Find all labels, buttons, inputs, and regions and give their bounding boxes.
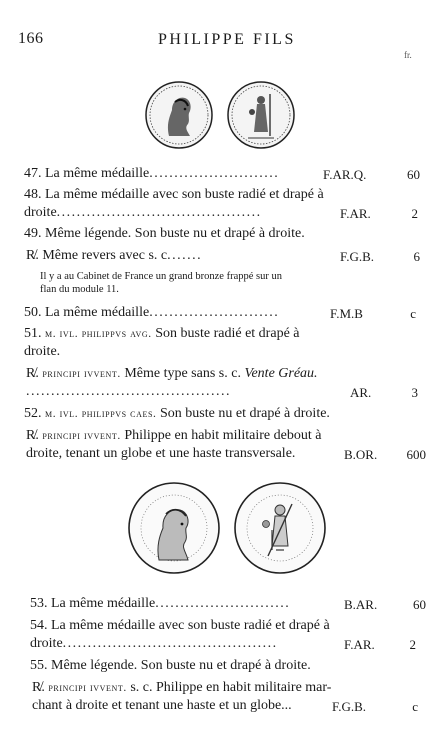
page-number: 166	[18, 30, 44, 47]
coin-legend: m. ivl. philippvs avg.	[45, 328, 152, 340]
reverse-price: c	[412, 699, 418, 714]
entry-text: droite	[30, 636, 63, 651]
reverse-line	[26, 428, 321, 444]
entry-54	[30, 618, 330, 634]
entry-51-cont: droite.	[24, 344, 61, 359]
entry-text: Philippe en habit militaire debout à	[124, 428, 322, 443]
entry-text: Même type sans s. c.	[124, 366, 241, 381]
corner-mark: fr.	[404, 50, 412, 60]
entry-51	[24, 326, 300, 342]
reverse-mark: R̸.	[26, 248, 39, 263]
note-line-1: Il y a au Cabinet de France un grand bronze frappé sur un	[40, 271, 282, 282]
reverse-leader	[26, 384, 231, 400]
entry-53	[30, 596, 290, 612]
reverse-line	[26, 248, 202, 264]
coin-legend: principi ivvent.	[42, 430, 121, 442]
entry-number: 48.	[24, 187, 42, 202]
entry-50-mark: F.M.B	[330, 306, 363, 321]
entry-number: 51.	[24, 326, 42, 341]
entry-text: Même légende. Son buste nu et drapé à droite.	[45, 226, 305, 241]
entry-48-price: 2	[411, 206, 418, 221]
coin-bottom-obverse	[126, 480, 222, 576]
note-line-2: flan du module 11.	[40, 284, 119, 295]
leader-dots: .........................................	[26, 384, 231, 399]
entry-text: La même médaille	[45, 166, 150, 181]
entry-50	[24, 305, 279, 321]
entry-text: Son buste radié et drapé à	[155, 326, 300, 341]
reverse-mark-value: F.G.B.	[332, 699, 366, 714]
entry-54-price: 2	[409, 637, 416, 652]
entry-text: La même médaille	[51, 596, 156, 611]
entry-48	[24, 187, 324, 203]
reverse-mark-value: AR.	[350, 385, 372, 400]
leader-dots: ...........................	[155, 596, 291, 611]
entry-text: La même médaille avec son buste radié et drapé à	[51, 618, 330, 633]
entry-number: 54.	[30, 618, 48, 633]
coin-legend: m. ivl. philippvs caes.	[45, 408, 157, 420]
leader-dots: ...........................................	[62, 636, 278, 651]
entry-54-mark: F.AR.	[344, 637, 375, 652]
entry-53-mark: B.AR.	[344, 597, 378, 612]
entry-number: 47.	[24, 166, 42, 181]
reverse-mark: R̸.	[32, 680, 45, 695]
coin-top-obverse	[144, 80, 214, 150]
entry-52	[24, 406, 330, 422]
entry-text: Son buste nu et drapé à droite.	[160, 406, 330, 421]
entry-53-price: 60	[413, 597, 426, 612]
reverse-mark-value: F.G.B.	[340, 249, 374, 264]
leader-dots: .......	[167, 248, 203, 263]
reverse-mark-value: B.OR.	[344, 447, 378, 462]
reverse-line	[32, 680, 331, 696]
leader-dots: ..........................	[149, 305, 280, 320]
entry-text: Même revers avec s. c	[42, 248, 168, 263]
entry-text: droite	[24, 205, 57, 220]
reverse-price: 3	[411, 385, 418, 400]
entry-number: 53.	[30, 596, 48, 611]
entry-47-mark: F.AR.Q.	[323, 167, 367, 182]
page-title: PHILIPPE FILS	[158, 31, 296, 48]
coin-bottom-reverse	[232, 480, 328, 576]
entry-number: 49.	[24, 226, 42, 241]
entry-text: La même médaille	[45, 305, 150, 320]
reverse-mark: R̸.	[26, 428, 39, 443]
entry-text: s. c. Philippe en habit militaire mar-	[130, 680, 332, 695]
sale-name: Vente Gréau.	[244, 366, 318, 381]
entry-number: 52.	[24, 406, 42, 421]
reverse-price: 600	[406, 447, 426, 462]
entry-number: 55.	[30, 658, 48, 673]
entry-54-cont	[30, 636, 278, 652]
entry-48-cont	[24, 205, 262, 221]
entry-55	[30, 658, 311, 674]
entry-47-price: 60	[407, 167, 420, 182]
coin-legend: principi ivvent.	[42, 368, 121, 380]
entry-50-price: c	[410, 306, 416, 321]
reverse-line	[26, 366, 318, 382]
coin-legend: principi ivvent.	[48, 682, 127, 694]
reverse-mark: R̸.	[26, 366, 39, 381]
reverse-price: 6	[413, 249, 420, 264]
entry-48-mark: F.AR.	[340, 206, 371, 221]
entry-text: Même légende. Son buste nu et drapé à droite.	[51, 658, 311, 673]
coin-top-reverse	[226, 80, 296, 150]
leader-dots: .........................................	[56, 205, 262, 220]
entry-49	[24, 226, 305, 242]
entry-47	[24, 166, 279, 182]
entry-text: La même médaille avec son buste radié et drapé à	[45, 187, 324, 202]
reverse-line-cont: chant à droite et tenant une haste et un globe...	[32, 698, 292, 713]
leader-dots: ..........................	[149, 166, 280, 181]
entry-number: 50.	[24, 305, 42, 320]
reverse-line-cont: droite, tenant un globe et une haste transversale.	[26, 446, 296, 461]
